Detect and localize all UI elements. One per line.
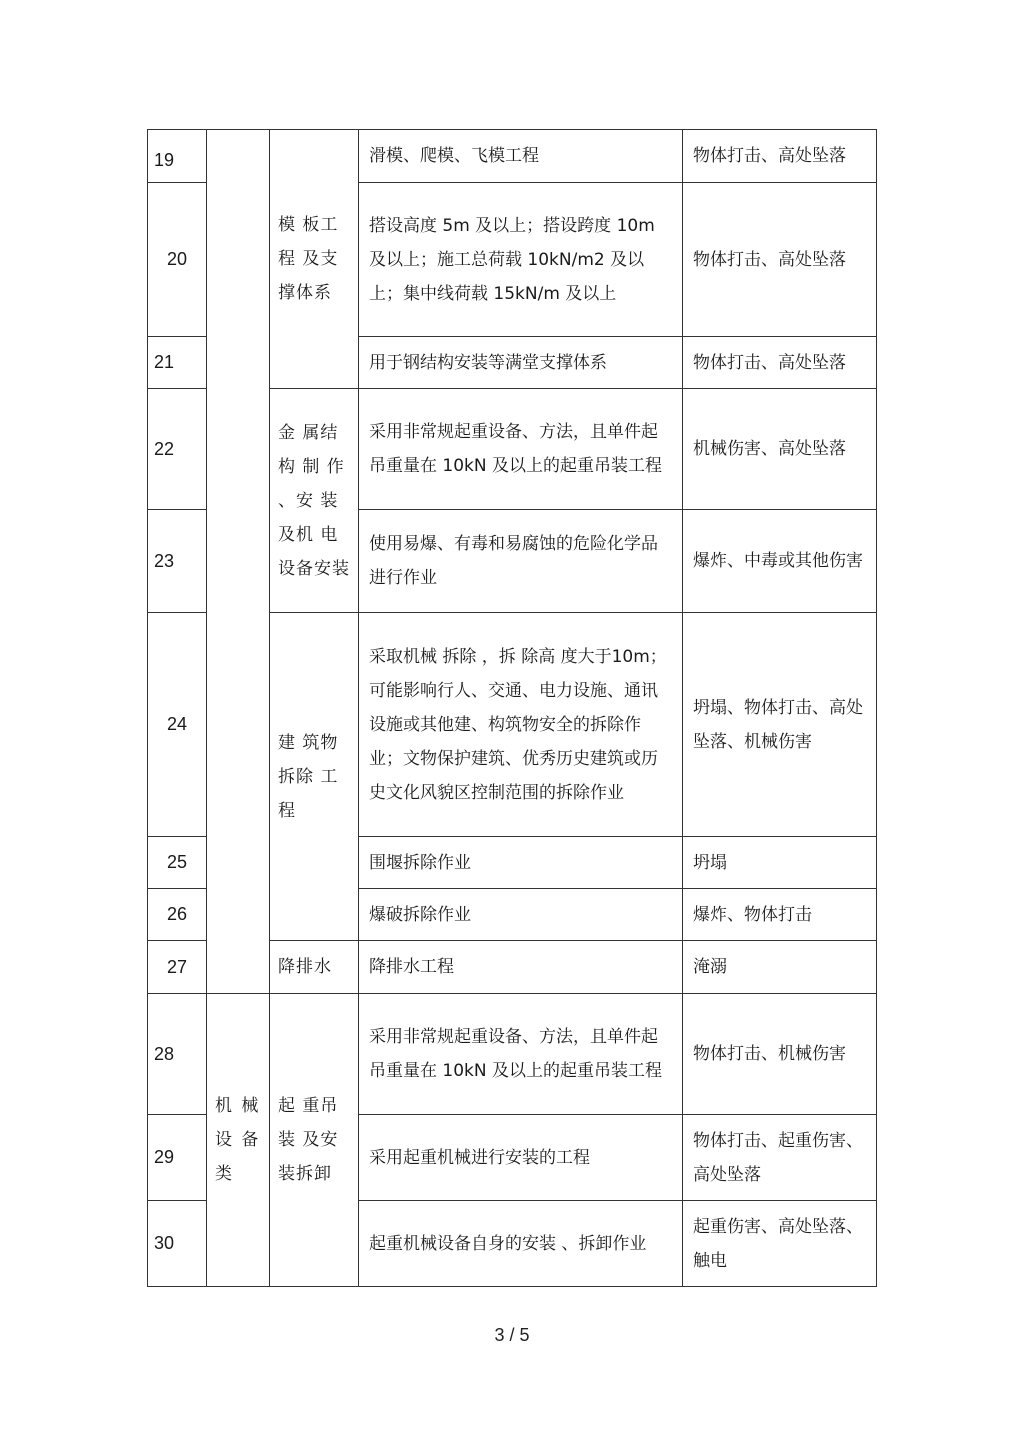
description-cell: 爆破拆除作业 bbox=[359, 889, 683, 941]
subcategory-label: 模 板工程 及支撑体系 bbox=[278, 215, 339, 303]
row-number: 23 bbox=[148, 510, 207, 613]
risk-cell: 物体打击、机械伤害 bbox=[683, 994, 877, 1115]
category-machinery bbox=[207, 994, 270, 1287]
risk-cell: 淹溺 bbox=[683, 941, 877, 994]
page-number: 3 / 5 bbox=[494, 1325, 530, 1345]
row-number: 29 bbox=[148, 1115, 207, 1201]
subcategory-formwork bbox=[270, 130, 359, 389]
description-cell: 使用易爆、有毒和易腐蚀的危险化学品进行作业 bbox=[359, 510, 683, 613]
risk-cell: 物体打击、高处坠落 bbox=[683, 337, 877, 389]
table-row bbox=[148, 994, 877, 1115]
risk-cell: 起重伤害、高处坠落、触电 bbox=[683, 1201, 877, 1287]
subcategory-label: 金 属结 构 制 作 、安 装 及机 电 设备安装 bbox=[278, 422, 350, 579]
subcategory-label: 建 筑物 拆除 工程 bbox=[278, 732, 339, 821]
description-cell: 围堰拆除作业 bbox=[359, 837, 683, 889]
description-cell: 采用非常规起重设备、方法，且单件起吊重量在 10kN 及以上的起重吊装工程 bbox=[359, 994, 683, 1115]
category-label: 机 械 设 备 类 bbox=[215, 1096, 261, 1184]
risk-cell: 爆炸、物体打击 bbox=[683, 889, 877, 941]
row-number: 19 bbox=[148, 130, 207, 183]
risk-table bbox=[147, 129, 877, 1287]
row-number: 28 bbox=[148, 994, 207, 1115]
category-cell-empty bbox=[207, 130, 270, 994]
subcategory-label: 降排水 bbox=[278, 957, 332, 977]
subcategory-steel-structure bbox=[270, 389, 359, 613]
description-cell: 降排水工程 bbox=[359, 941, 683, 994]
description-cell: 采取机械 拆除 ，拆 除高 度大于10m；可能影响行人、交通、电力设施、通讯设施或其他建、构筑物安全的拆除作业；文物保护建筑、优秀历史建筑或历史文化风貌区控制范围的拆除作业 bbox=[359, 613, 683, 837]
risk-cell: 爆炸、中毒或其他伤害 bbox=[683, 510, 877, 613]
description-cell: 起重机械设备自身的安装 、拆卸作业 bbox=[359, 1201, 683, 1287]
description-cell: 搭设高度 5m 及以上；搭设跨度 10m 及以上；施工总荷载 10kN/m2 及以上；集中线荷载 15kN/m 及以上 bbox=[359, 183, 683, 337]
row-number: 21 bbox=[148, 337, 207, 389]
risk-cell: 机械伤害、高处坠落 bbox=[683, 389, 877, 510]
description-cell: 采用非常规起重设备、方法，且单件起吊重量在 10kN 及以上的起重吊装工程 bbox=[359, 389, 683, 510]
row-number: 26 bbox=[148, 889, 207, 941]
risk-cell: 坍塌 bbox=[683, 837, 877, 889]
subcategory-dewatering bbox=[270, 941, 359, 994]
row-number: 27 bbox=[148, 941, 207, 994]
subcategory-demolition bbox=[270, 613, 359, 941]
row-number: 22 bbox=[148, 389, 207, 510]
row-number: 24 bbox=[148, 613, 207, 837]
description-cell: 滑模、爬模、飞模工程 bbox=[359, 130, 683, 183]
subcategory-lifting bbox=[270, 994, 359, 1287]
subcategory-label: 起 重吊 装 及安 装拆卸 bbox=[278, 1096, 339, 1184]
row-number: 30 bbox=[148, 1201, 207, 1287]
risk-cell: 物体打击、高处坠落 bbox=[683, 130, 877, 183]
risk-cell: 坍塌、物体打击、高处坠落、机械伤害 bbox=[683, 613, 877, 837]
risk-cell: 物体打击、高处坠落 bbox=[683, 183, 877, 337]
risk-cell: 物体打击、起重伤害、高处坠落 bbox=[683, 1115, 877, 1201]
description-cell: 用于钢结构安装等满堂支撑体系 bbox=[359, 337, 683, 389]
row-number: 25 bbox=[148, 837, 207, 889]
row-number: 20 bbox=[148, 183, 207, 337]
table-row bbox=[148, 130, 877, 183]
description-cell: 采用起重机械进行安装的工程 bbox=[359, 1115, 683, 1201]
